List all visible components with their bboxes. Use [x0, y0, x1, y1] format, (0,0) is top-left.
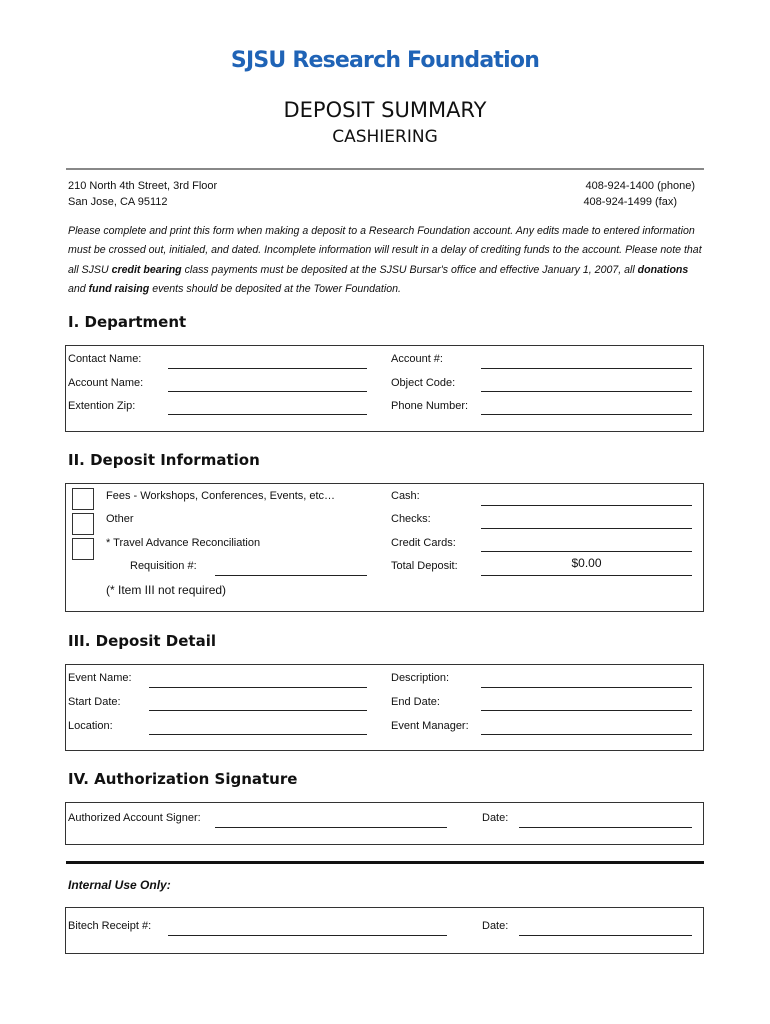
- authorization-date-label: Date:: [482, 812, 509, 824]
- deposit-detail-box: [65, 664, 704, 751]
- account-name-label: Account Name:: [68, 377, 144, 389]
- contact-name-field[interactable]: [168, 368, 367, 369]
- page-title: DEPOSIT SUMMARY: [283, 98, 487, 122]
- internal-divider: [66, 861, 704, 864]
- event-name-field[interactable]: [149, 687, 367, 688]
- event-manager-field[interactable]: [481, 734, 692, 735]
- end-date-label: End Date:: [391, 696, 440, 708]
- total-deposit-field: [481, 575, 692, 576]
- end-date-field[interactable]: [481, 710, 692, 711]
- fax-number: 408-924-1499 (fax): [583, 196, 677, 208]
- extension-zip-field[interactable]: [168, 414, 367, 415]
- object-code-field[interactable]: [481, 391, 692, 392]
- address-line-1: 210 North 4th Street, 3rd Floor: [68, 180, 218, 192]
- authorization-date-field[interactable]: [519, 827, 692, 828]
- extension-zip-label: Extention Zip:: [68, 400, 136, 412]
- internal-date-field[interactable]: [519, 935, 692, 936]
- event-name-label: Event Name:: [68, 672, 132, 684]
- logo: SJSU Research Foundation: [230, 48, 540, 73]
- event-manager-label: Event Manager:: [391, 720, 469, 732]
- fees-checkbox[interactable]: [72, 488, 94, 510]
- total-deposit-value: $0.00: [571, 556, 602, 570]
- checks-field[interactable]: [481, 528, 692, 529]
- object-code-label: Object Code:: [391, 377, 456, 389]
- bitech-receipt-label: Bitech Receipt #:: [68, 920, 152, 932]
- fees-label: Fees - Workshops, Conferences, Events, etc…: [106, 490, 336, 502]
- cash-field[interactable]: [481, 505, 692, 506]
- phone-number-field[interactable]: [481, 414, 692, 415]
- travel-advance-label: * Travel Advance Reconciliation: [106, 537, 261, 549]
- section-deposit-information-heading: II. Deposit Information: [68, 451, 260, 469]
- internal-use-box: [65, 907, 704, 954]
- checks-label: Checks:: [391, 513, 431, 525]
- page-subtitle: CASHIERING: [332, 127, 438, 147]
- location-field[interactable]: [149, 734, 367, 735]
- description-field[interactable]: [481, 687, 692, 688]
- department-box: [65, 345, 704, 432]
- authorized-signer-field[interactable]: [215, 827, 447, 828]
- other-label: Other: [106, 513, 134, 525]
- phone-number: 408-924-1400 (phone): [585, 180, 695, 192]
- account-number-label: Account #:: [391, 353, 443, 365]
- internal-date-label: Date:: [482, 920, 509, 932]
- section-deposit-detail-heading: III. Deposit Detail: [68, 632, 216, 650]
- section-department-heading: I. Department: [68, 313, 187, 331]
- item-iii-note: (* Item III not required): [106, 583, 227, 597]
- credit-cards-label: Credit Cards:: [391, 537, 456, 549]
- other-checkbox[interactable]: [72, 513, 94, 535]
- credit-cards-field[interactable]: [481, 551, 692, 552]
- address-line-2: San Jose, CA 95112: [68, 196, 168, 208]
- section-authorization-heading: IV. Authorization Signature: [68, 770, 298, 788]
- account-number-field[interactable]: [481, 368, 692, 369]
- internal-use-heading: Internal Use Only:: [68, 878, 171, 892]
- authorized-signer-label: Authorized Account Signer:: [68, 812, 201, 824]
- travel-advance-checkbox[interactable]: [72, 538, 94, 560]
- bitech-receipt-field[interactable]: [168, 935, 447, 936]
- total-deposit-label: Total Deposit:: [391, 560, 458, 572]
- requisition-label: Requisition #:: [130, 560, 197, 572]
- start-date-label: Start Date:: [68, 696, 121, 708]
- location-label: Location:: [68, 720, 113, 732]
- cash-label: Cash:: [391, 490, 420, 502]
- phone-number-label: Phone Number:: [391, 400, 469, 412]
- contact-name-label: Contact Name:: [68, 353, 142, 365]
- header-divider: [66, 168, 704, 170]
- instructions-paragraph: Please complete and print this form when making a deposit to a Research Foundation account. Any edits made to entered information must be crossed out, initialed, and dated. Incomplete information will result in a delay of crediting funds to the account. Please note that all SJSU credit bearing class payments must be deposited at the SJSU Bursar's office and effective January 1, 2007, all donations and fund raising events should be deposited at the Tower Foundation.: [68, 225, 702, 296]
- description-label: Description:: [391, 672, 450, 684]
- account-name-field[interactable]: [168, 391, 367, 392]
- requisition-field[interactable]: [215, 575, 367, 576]
- start-date-field[interactable]: [149, 710, 367, 711]
